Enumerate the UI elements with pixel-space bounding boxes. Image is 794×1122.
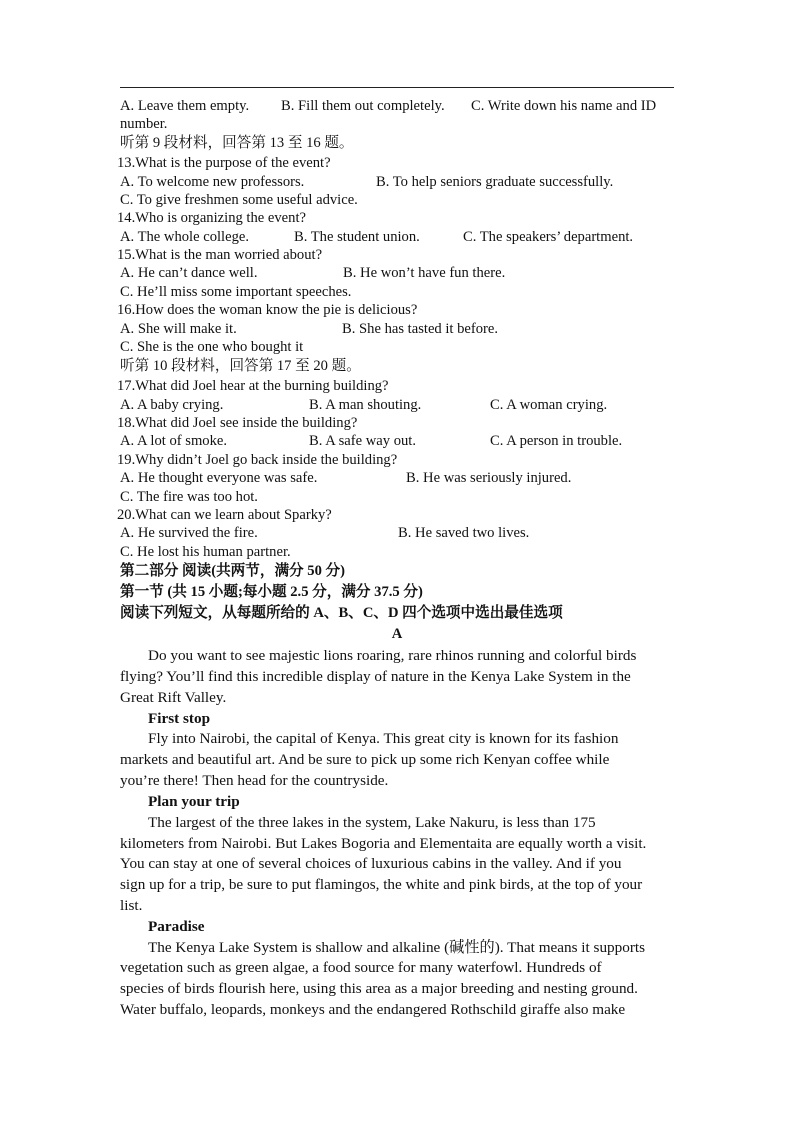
passage-p4-line2: vegetation such as green algae, a food source for many waterfowl. Hundreds of (120, 959, 602, 976)
passage-p4-line4: Water buffalo, leopards, monkeys and the endangered Rothschild giraffe also make (120, 1001, 626, 1018)
part2-section1-heading: 第一节 (共 15 小题;每小题 2.5 分，满分 37.5 分) (120, 584, 423, 600)
passage-p2-line3: you’re there! Then head for the countryside. (120, 772, 389, 789)
q12-option-a: A. Leave them empty. (120, 98, 250, 114)
passage-heading-first-stop: First stop (148, 710, 211, 727)
passage-p1-line3: Great Rift Valley. (120, 689, 227, 706)
passage-p1-line1: Do you want to see majestic lions roaring, rare rhinos running and colorful birds (148, 647, 637, 664)
q18-stem: 18.What did Joel see inside the building? (117, 415, 358, 431)
part2-heading: 第二部分 阅读(共两节，满分 50 分) (120, 563, 345, 579)
q17-option-a: A. A baby crying. (120, 397, 224, 413)
passage-p3-line1: The largest of the three lakes in the system, Lake Nakuru, is less than 175 (148, 814, 596, 831)
q14-option-a: A. The whole college. (120, 229, 250, 245)
q12-option-c-cont: number. (120, 116, 168, 132)
q12-option-c: C. Write down his name and ID (471, 98, 657, 114)
q16-stem: 16.How does the woman know the pie is delicious? (117, 302, 418, 318)
passage-p2-line2: markets and beautiful art. And be sure to pick up some rich Kenyan coffee while (120, 751, 610, 768)
q15-option-c: C. He’ll miss some important speeches. (120, 284, 352, 300)
passage-p4-line3: species of birds flourish here, using this area as a major breeding and nesting ground. (120, 980, 638, 997)
q17-stem: 17.What did Joel hear at the burning building? (117, 378, 389, 394)
q15-stem: 15.What is the man worried about? (117, 247, 323, 263)
header-rule (120, 87, 674, 88)
q19-option-a: A. He thought everyone was safe. (120, 470, 318, 486)
q20-stem: 20.What can we learn about Sparky? (117, 507, 332, 523)
section10-instruction: 听第 10 段材料，回答第 17 至 20 题。 (120, 358, 361, 374)
section9-instruction: 听第 9 段材料，回答第 13 至 16 题。 (120, 135, 354, 151)
passage-label: A (391, 626, 403, 642)
passage-p3-line2: kilometers from Nairobi. But Lakes Bogoria and Elementaita are equally worth a visit. (120, 835, 647, 852)
passage-p3-line4: sign up for a trip, be sure to put flamingos, the white and pink birds, at the top of your (120, 876, 643, 893)
passage-heading-paradise: Paradise (148, 918, 205, 935)
q20-option-c: C. He lost his human partner. (120, 544, 291, 560)
q13-option-b: B. To help seniors graduate successfully. (376, 174, 614, 190)
q16-option-a: A. She will make it. (120, 321, 237, 337)
passage-p1-line2: flying? You’ll find this incredible display of nature in the Kenya Lake System in the (120, 668, 631, 685)
q19-stem: 19.Why didn’t Joel go back inside the building? (117, 452, 398, 468)
q12-option-b: B. Fill them out completely. (281, 98, 445, 114)
passage-p4-line1: The Kenya Lake System is shallow and alkaline (碱性的). That means it supports (148, 939, 646, 956)
q14-option-b: B. The student union. (294, 229, 420, 245)
q13-option-c: C. To give freshmen some useful advice. (120, 192, 358, 208)
passage-heading-plan-your-trip: Plan your trip (148, 793, 240, 810)
q17-option-c: C. A woman crying. (490, 397, 608, 413)
q20-option-a: A. He survived the fire. (120, 525, 258, 541)
passage-p2-line1: Fly into Nairobi, the capital of Kenya. This great city is known for its fashion (148, 730, 619, 747)
q20-option-b: B. He saved two lives. (398, 525, 530, 541)
q17-option-b: B. A man shouting. (309, 397, 422, 413)
q18-option-b: B. A safe way out. (309, 433, 417, 449)
q16-option-b: B. She has tasted it before. (342, 321, 499, 337)
q18-option-c: C. A person in trouble. (490, 433, 623, 449)
q13-option-a: A. To welcome new professors. (120, 174, 305, 190)
passage-p3-line3: You can stay at one of several choices of luxurious cabins in the valley. And if you (120, 855, 622, 872)
q13-stem: 13.What is the purpose of the event? (117, 155, 331, 171)
q14-option-c: C. The speakers’ department. (463, 229, 634, 245)
part2-instruction: 阅读下列短文，从每题所给的 A、B、C、D 四个选项中选出最佳选项 (120, 605, 563, 621)
q15-option-a: A. He can’t dance well. (120, 265, 258, 281)
passage-p3-line5: list. (120, 897, 143, 914)
q18-option-a: A. A lot of smoke. (120, 433, 228, 449)
q15-option-b: B. He won’t have fun there. (343, 265, 506, 281)
q16-option-c: C. She is the one who bought it (120, 339, 304, 355)
q19-option-b: B. He was seriously injured. (406, 470, 572, 486)
q14-stem: 14.Who is organizing the event? (117, 210, 306, 226)
q19-option-c: C. The fire was too hot. (120, 489, 258, 505)
